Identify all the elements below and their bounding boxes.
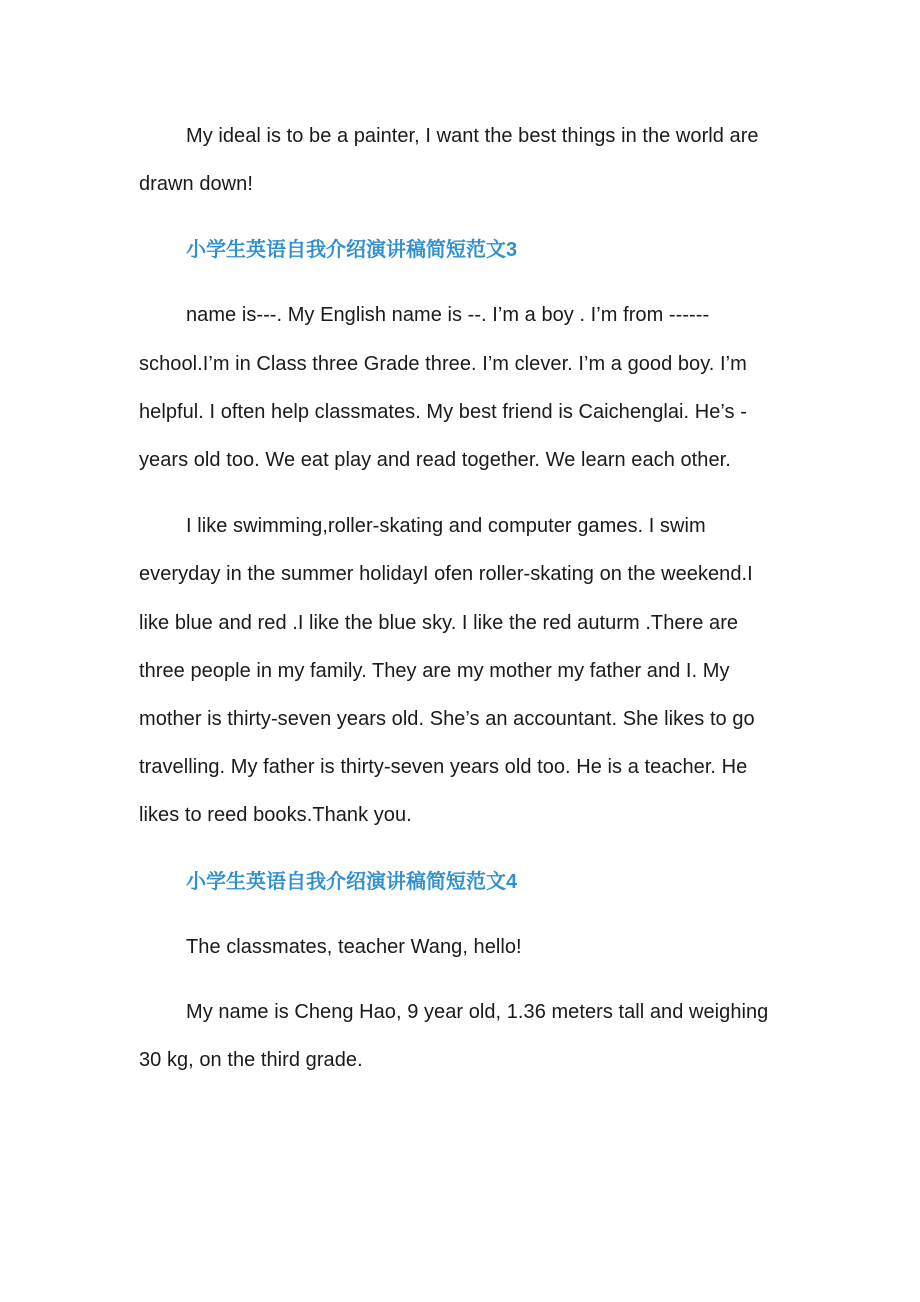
- section-heading-3: [139, 225, 781, 274]
- heading-3-number: 3: [506, 239, 518, 262]
- paragraph-intro-name: name is---. My English name is --. I’m a boy . I’m from ------school.I’m in Class three Grade three. I’m clever. I’m a good boy. I’m helpful. I often help classmates. My best friend is Caichenglai. He’s - years old too. We eat play and read together. We learn each other.: [139, 304, 747, 472]
- paragraph-cheng-hao: My name is Cheng Hao, 9 year old, 1.36 meters tall and weighing 30 kg, on the third grade.: [139, 1000, 769, 1072]
- heading-4-number: 4: [506, 870, 518, 893]
- heading-3-text: 小学生英语自我介绍演讲稿简短范文: [186, 237, 506, 262]
- paragraph-hobbies-family: I like swimming,roller-skating and computer games. I swim everyday in the summer holidayI ofen roller-skating on the weekend.I like blue and red .I like the blue sky. I like the red auturm .There are three people in my family. They are my mother my father and I. My mother is thirty-seven years old. She’s an accountant. She likes to go travelling. My father is thirty-seven years old too. He is a teacher. He likes to reed books.Thank you.: [139, 515, 755, 827]
- document-page: [139, 112, 781, 1084]
- heading-4-text: 小学生英语自我介绍演讲稿简短范文: [186, 868, 506, 893]
- paragraph-ideal: My ideal is to be a painter, I want the best things in the world are drawn down!: [139, 125, 759, 196]
- paragraph-greeting: The classmates, teacher Wang, hello!: [186, 935, 522, 958]
- section-heading-4: [139, 857, 781, 906]
